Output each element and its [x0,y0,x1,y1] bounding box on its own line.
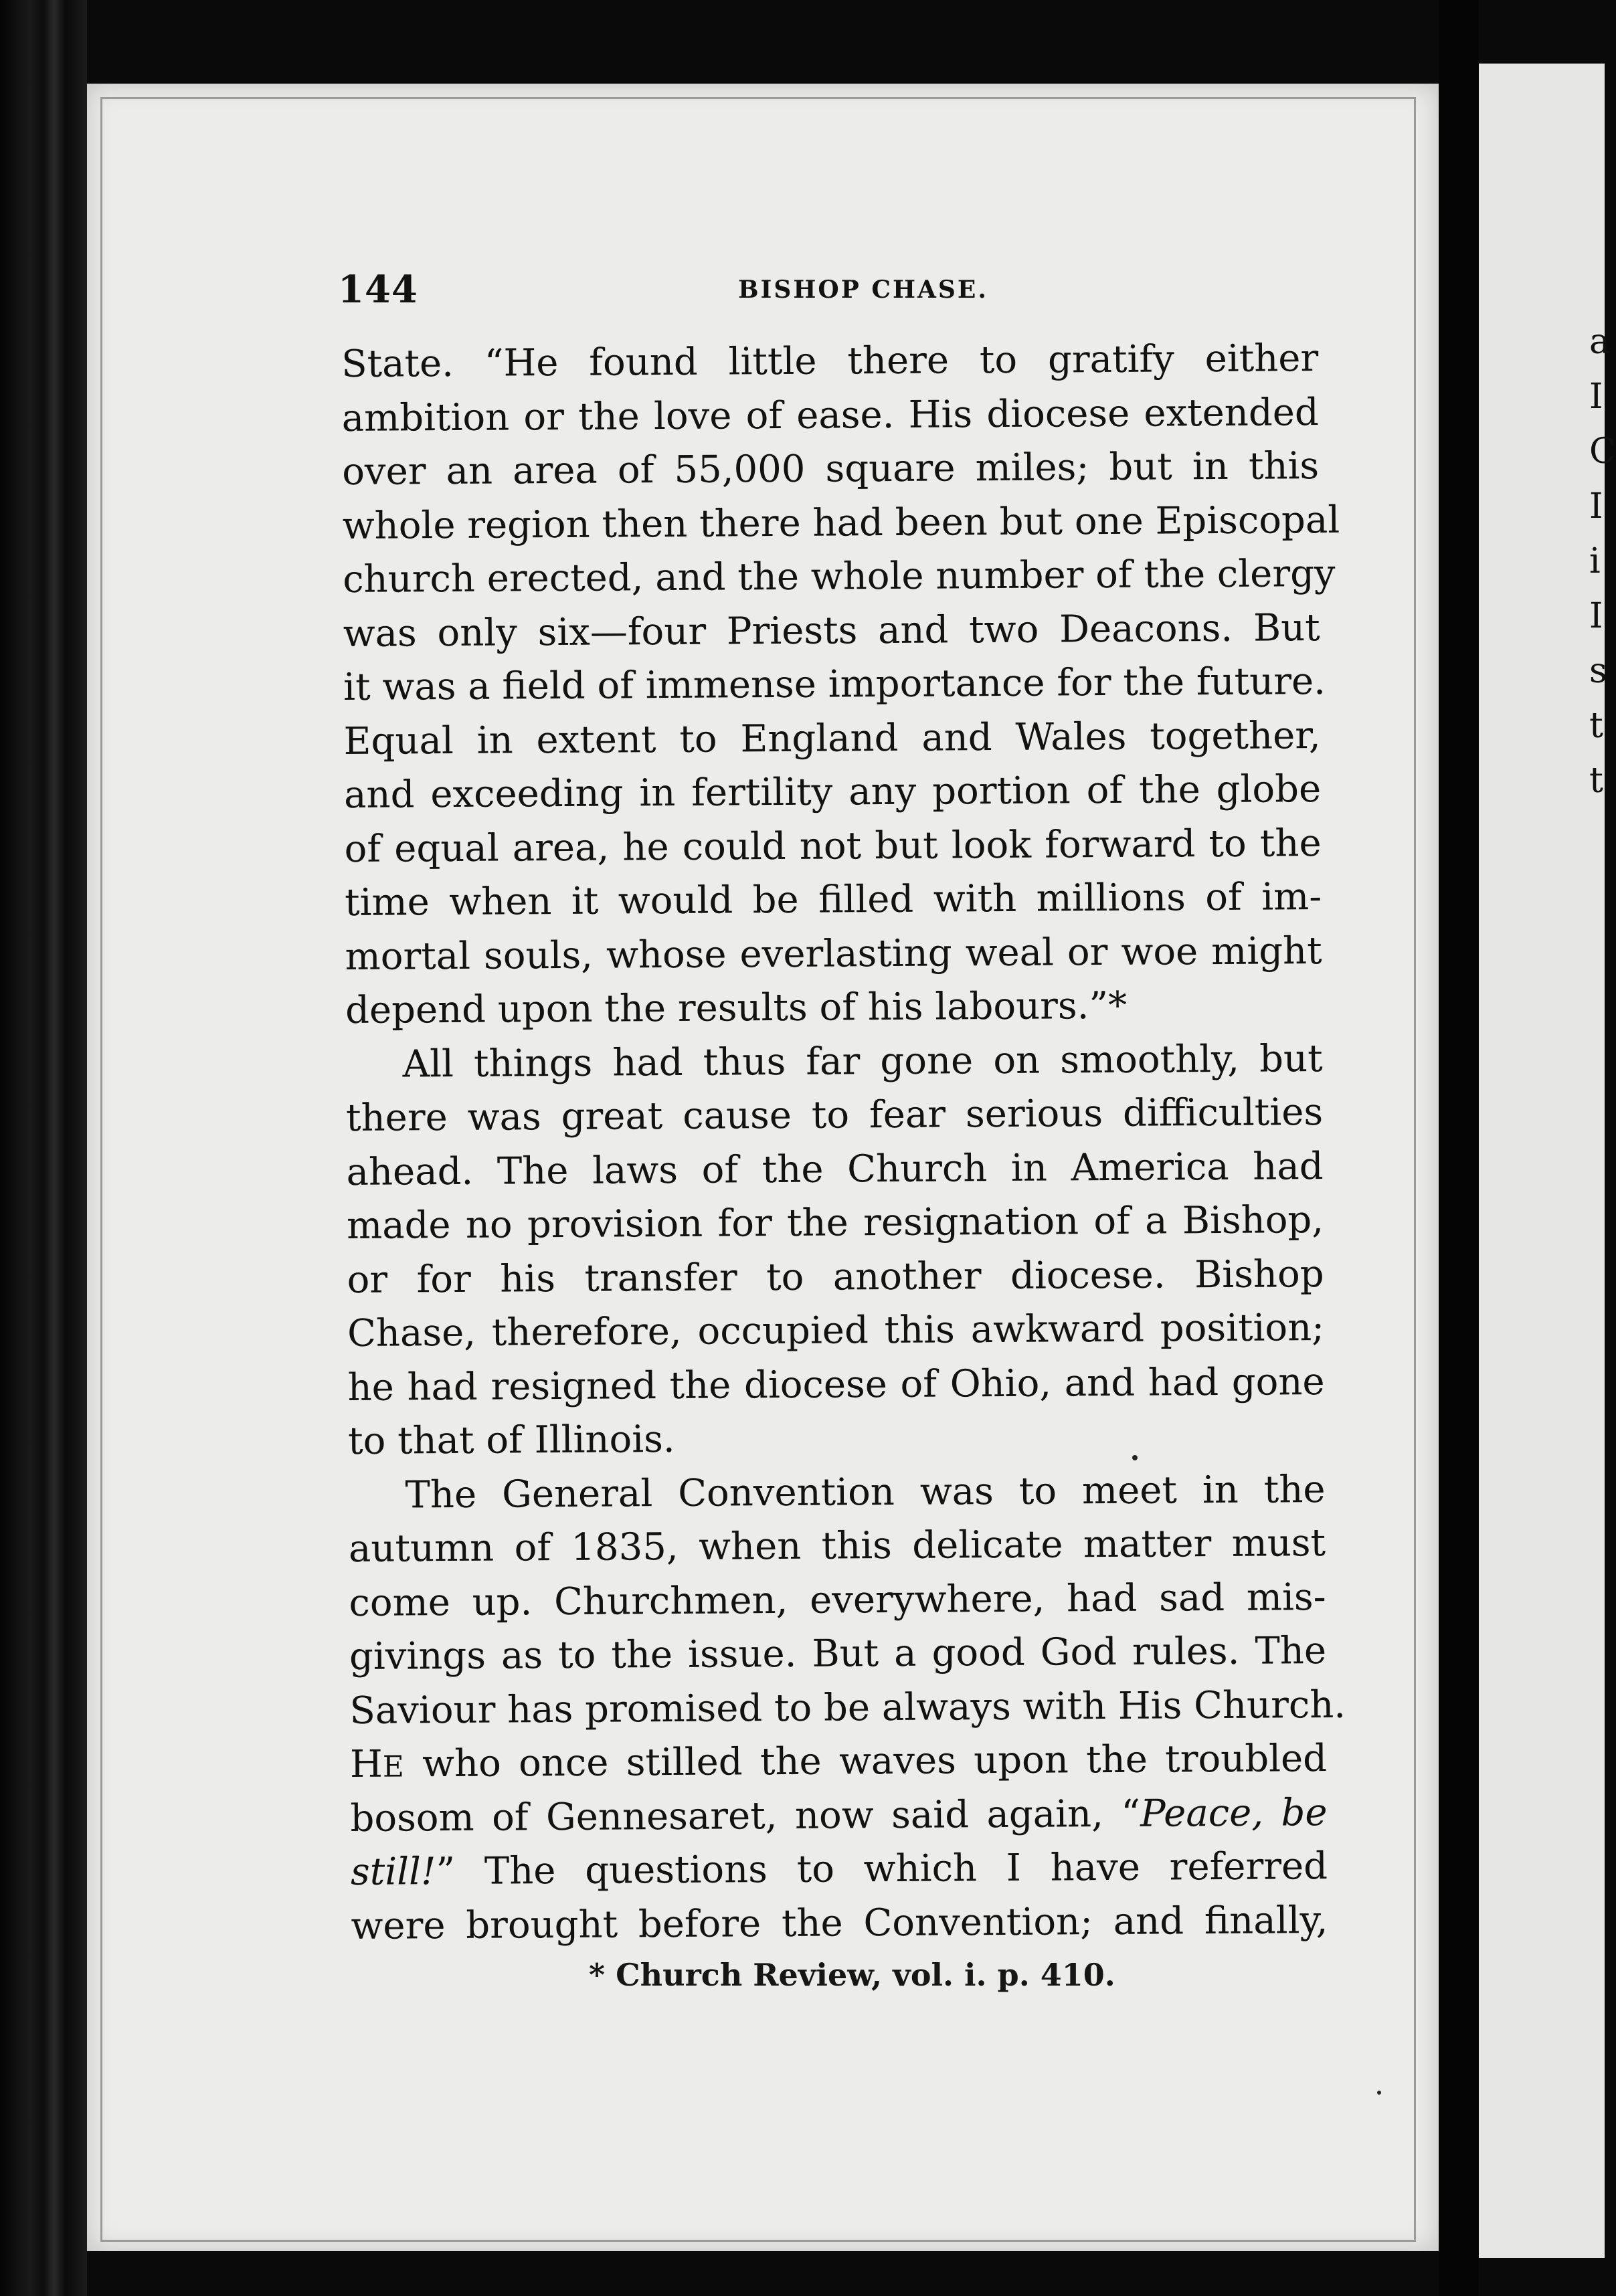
running-head: BISHOP CHASE. [738,276,988,304]
text-line: time when it would be filled with millions of im- [344,875,1322,925]
text-line: was only six—four Priests and two Deacons. But [343,605,1320,656]
text-line: he had resigned the diocese of Ohio, and had gone [347,1359,1325,1410]
text-line: bosom of Gennesaret, now said again, “Peace, be [350,1790,1328,1840]
book-gutter [1439,0,1479,2296]
text-line: Chase, therefore, occupied this awkward position; [347,1306,1325,1355]
text-line: mortal souls, whose everlasting weal or woe might [345,929,1322,979]
page-header [338,268,1325,321]
text-line: come up. Churchmen, everywhere, had sad mis- [349,1575,1326,1625]
text-line: All things had thus far gone on smoothly, but [402,1036,1323,1086]
text-line: whole region then there had been but one Episcopal [342,498,1340,548]
footnote: * Church Review, vol. i. p. 410. [589,1957,1115,1993]
print-speck [1377,2091,1381,2095]
text-line: depend upon the results of his labours.”* [345,983,1128,1032]
text-line: church erected, and the whole number of the clergy [343,551,1336,601]
text-line: over an area of 55,000 square miles; but in this [342,444,1320,494]
text-line: Saviour has promised to be always with His Church. [349,1683,1346,1733]
facing-page-text-fragment: a I C I i I s t t [1589,322,1616,801]
body-text [341,332,1346,1953]
text-line: givings as to the issue. But a good God rules. The [349,1629,1327,1679]
text-line: The General Convention was to meet in the [405,1467,1326,1517]
text-line: still!” The questions to which I have referred [350,1844,1328,1894]
text-line: made no provision for the resignation of a Bishop, [346,1198,1324,1248]
text-line: ahead. The laws of the Church in America had [346,1144,1324,1194]
text-line: it was a field of immense importance for the future. [343,660,1326,709]
text-line: to that of Illinois. [347,1417,675,1463]
text-line: of equal area, he could not but look forward to the [344,821,1322,871]
text-line: there was great cause to fear serious difficulties [345,1090,1324,1140]
text-line: were brought before the Convention; and finally, [351,1898,1328,1948]
text-line: State. “He found little there to gratify either [341,337,1319,386]
text-line: or for his transfer to another diocese. Bishop [347,1252,1324,1302]
text-line: and exceeding in fertility any portion of the globe [343,767,1322,817]
text-line: Equal in extent to England and Wales together, [343,713,1321,763]
page-number: 144 [338,268,418,312]
text-line: autumn of 1835, when this delicate matter must [348,1521,1326,1571]
text-line: HE who once stilled the waves upon the troubled [349,1737,1328,1786]
text-line: ambition or the love of ease. His diocese extended [341,390,1319,440]
facing-page-edge [1479,64,1616,2258]
book-edge-left [0,0,87,2296]
print-speck [1132,1455,1138,1460]
